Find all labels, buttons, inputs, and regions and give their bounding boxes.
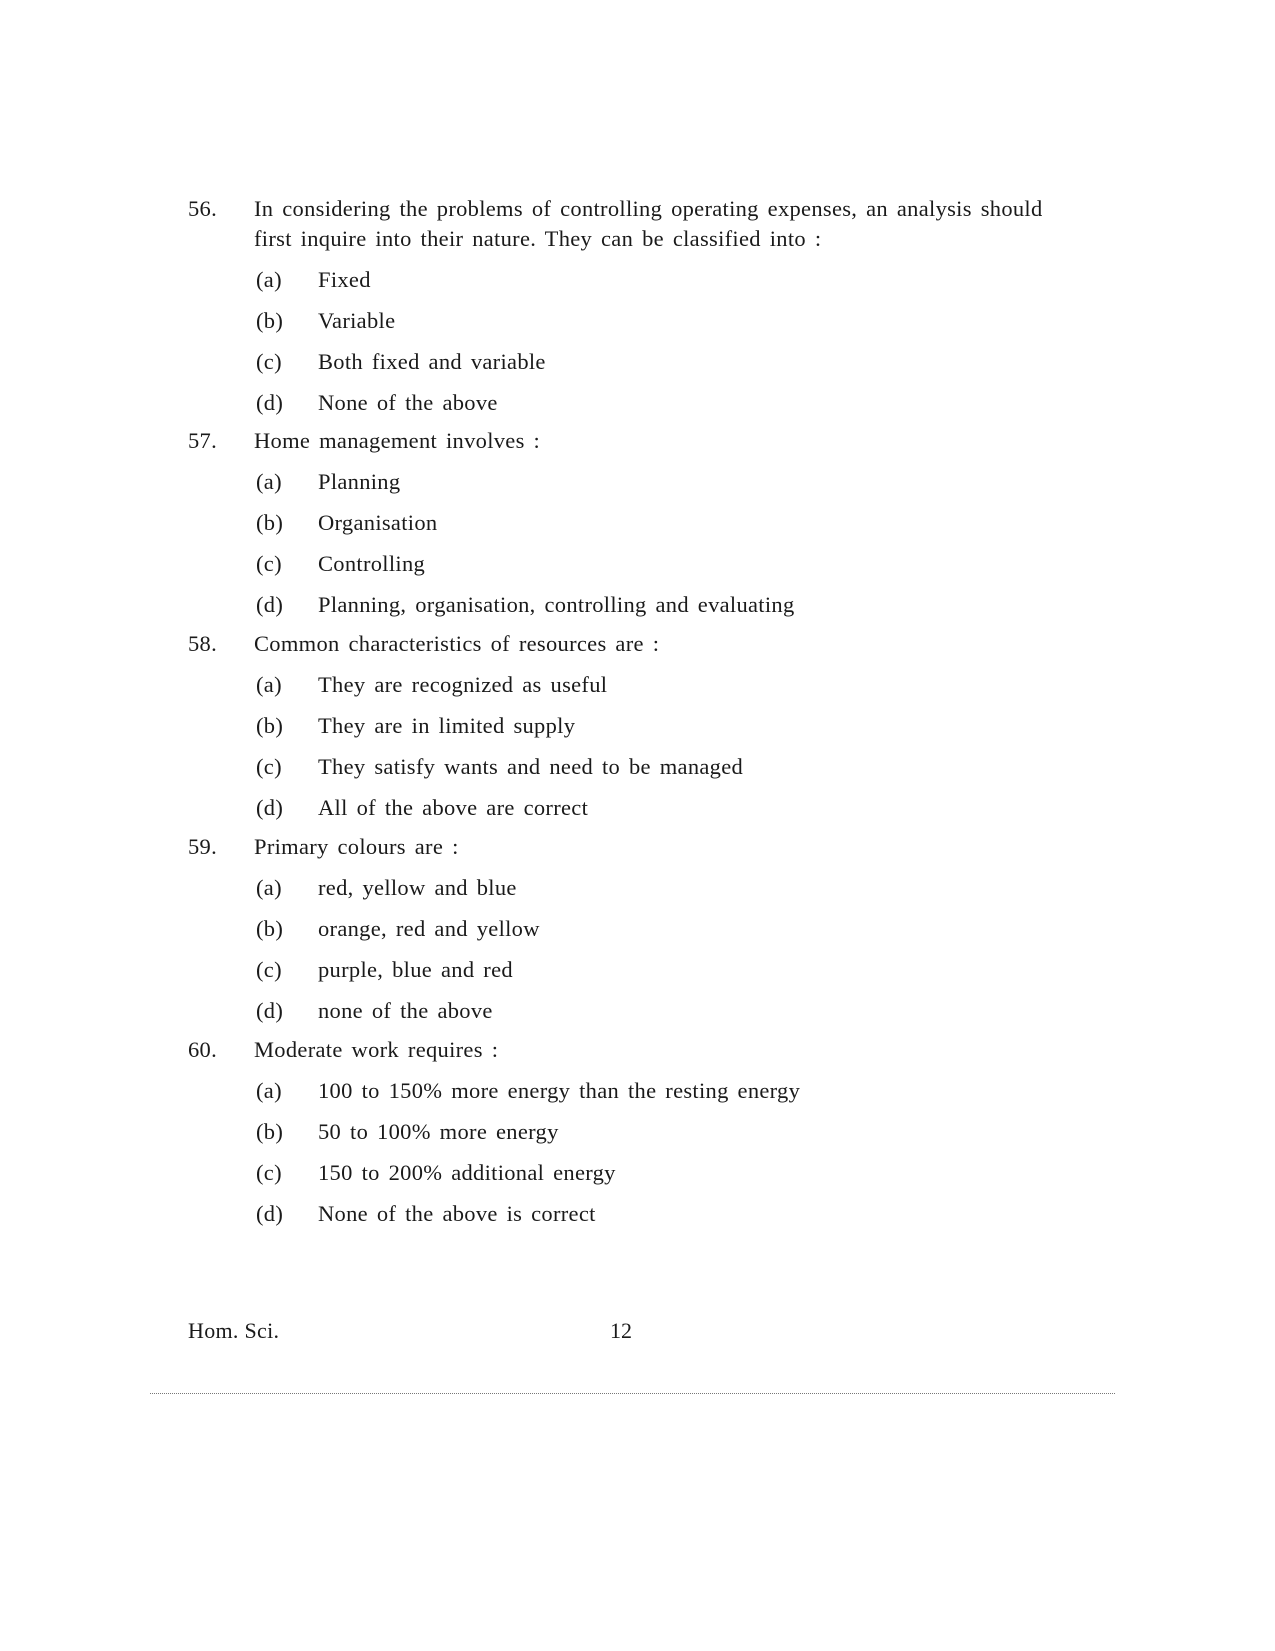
option-letter: (d) xyxy=(256,1201,284,1226)
question-text: In considering the problems of controlling operating expenses, an analysis should first inquire into their nature. They can be classified into : xyxy=(254,196,1043,251)
option-text: 150 to 200% additional energy xyxy=(318,1160,616,1185)
option-letter: (d) xyxy=(256,390,284,415)
option-text: They are recognized as useful xyxy=(318,672,608,697)
question-56 xyxy=(188,194,1088,426)
option-text: None of the above xyxy=(318,390,498,415)
option-text: Both fixed and variable xyxy=(318,349,546,374)
option-letter: (c) xyxy=(256,551,282,576)
option-c xyxy=(188,1158,1088,1188)
option-text: 50 to 100% more energy xyxy=(318,1119,559,1144)
option-letter: (d) xyxy=(256,592,284,617)
option-text: Controlling xyxy=(318,551,426,576)
option-b xyxy=(188,914,1088,944)
question-text: Home management involves : xyxy=(254,428,541,453)
option-b xyxy=(188,306,1088,336)
question-stem xyxy=(188,832,1088,862)
option-list xyxy=(188,873,1088,1026)
option-c xyxy=(188,955,1088,985)
option-letter: (a) xyxy=(256,469,282,494)
option-d xyxy=(188,793,1088,823)
question-number: 59. xyxy=(188,834,218,859)
option-letter: (d) xyxy=(256,795,284,820)
option-text: They satisfy wants and need to be managed xyxy=(318,754,744,779)
option-letter: (c) xyxy=(256,1160,282,1185)
option-letter: (b) xyxy=(256,308,284,333)
footer-divider xyxy=(150,1393,1115,1394)
option-list xyxy=(188,1076,1088,1229)
question-stem xyxy=(188,194,1044,254)
option-c xyxy=(188,752,1088,782)
option-letter: (a) xyxy=(256,1078,282,1103)
option-text: They are in limited supply xyxy=(318,713,576,738)
question-stem xyxy=(188,426,1088,456)
option-d xyxy=(188,996,1088,1026)
question-59 xyxy=(188,832,1088,1035)
option-text: None of the above is correct xyxy=(318,1201,596,1226)
option-letter: (b) xyxy=(256,510,284,535)
option-text: red, yellow and blue xyxy=(318,875,517,900)
option-a xyxy=(188,265,1088,295)
option-b xyxy=(188,1117,1088,1147)
option-list xyxy=(188,265,1088,418)
question-58 xyxy=(188,629,1088,832)
option-a xyxy=(188,670,1088,700)
option-c xyxy=(188,549,1088,579)
option-b xyxy=(188,711,1088,741)
option-letter: (b) xyxy=(256,1119,284,1144)
question-stem xyxy=(188,629,1088,659)
question-60 xyxy=(188,1035,1088,1229)
option-text: none of the above xyxy=(318,998,493,1023)
option-a xyxy=(188,873,1088,903)
option-c xyxy=(188,347,1088,377)
option-text: 100 to 150% more energy than the resting energy xyxy=(318,1078,801,1103)
option-text: Fixed xyxy=(318,267,371,292)
option-list xyxy=(188,467,1088,620)
question-number: 60. xyxy=(188,1037,218,1062)
option-a xyxy=(188,467,1088,497)
question-number: 58. xyxy=(188,631,218,656)
question-text: Primary colours are : xyxy=(254,834,459,859)
question-57 xyxy=(188,426,1088,629)
option-text: orange, red and yellow xyxy=(318,916,540,941)
option-letter: (a) xyxy=(256,672,282,697)
footer-subject: Hom. Sci. xyxy=(188,1318,280,1343)
option-d xyxy=(188,590,1088,620)
option-letter: (a) xyxy=(256,267,282,292)
question-number: 56. xyxy=(188,196,218,221)
option-a xyxy=(188,1076,1088,1106)
page-number: 12 xyxy=(610,1318,632,1343)
option-letter: (c) xyxy=(256,957,282,982)
option-letter: (b) xyxy=(256,916,284,941)
option-letter: (b) xyxy=(256,713,284,738)
question-text: Common characteristics of resources are : xyxy=(254,631,660,656)
option-list xyxy=(188,670,1088,823)
option-letter: (c) xyxy=(256,754,282,779)
option-b xyxy=(188,508,1088,538)
question-stem xyxy=(188,1035,1088,1065)
question-number: 57. xyxy=(188,428,218,453)
option-d xyxy=(188,1199,1088,1229)
option-letter: (a) xyxy=(256,875,282,900)
option-text: Planning, organisation, controlling and evaluating xyxy=(318,592,795,617)
option-text: All of the above are correct xyxy=(318,795,589,820)
option-text: purple, blue and red xyxy=(318,957,513,982)
question-text: Moderate work requires : xyxy=(254,1037,499,1062)
option-letter: (d) xyxy=(256,998,284,1023)
option-text: Organisation xyxy=(318,510,438,535)
question-list xyxy=(188,194,1088,1241)
option-d xyxy=(188,388,1088,418)
option-letter: (c) xyxy=(256,349,282,374)
option-text: Variable xyxy=(318,308,396,333)
option-text: Planning xyxy=(318,469,401,494)
